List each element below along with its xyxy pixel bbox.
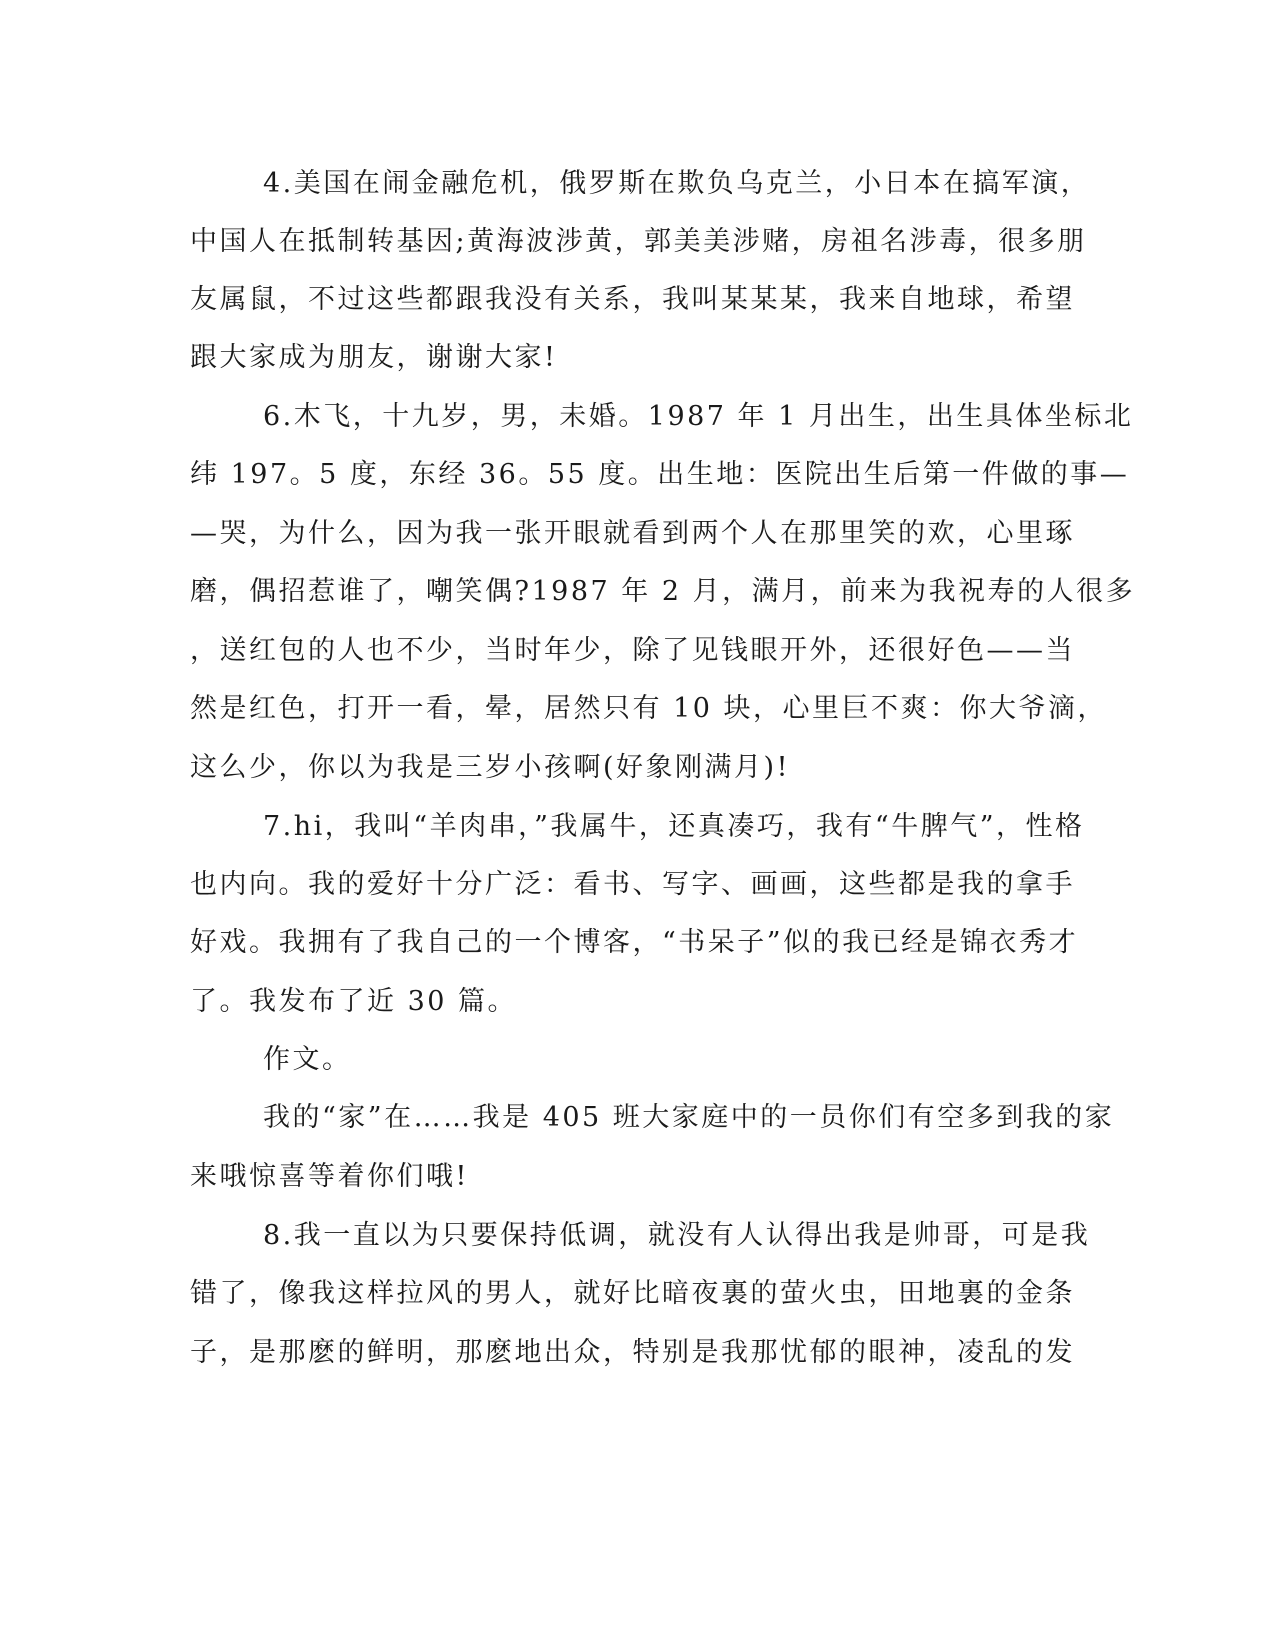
paragraph-8-line-2: 错了，像我这样拉风的男人，就好比暗夜裏的萤火虫，田地裏的金条 [190,1278,1075,1309]
paragraph-4-line-1: 4.美国在闹金融危机，俄罗斯在欺负乌克兰，小日本在搞军演， [263,168,1091,199]
paragraph-7-line-3: 好戏。我拥有了我自己的一个博客，“书呆子”似的我已经是锦衣秀才 [190,927,1079,958]
paragraph-8-line-3: 子，是那麽的鲜明，那麽地出众，特别是我那忧郁的眼神，凌乱的发 [190,1337,1075,1368]
paragraph-home-line-2: 来哦惊喜等着你们哦! [190,1161,469,1192]
paragraph-7-line-1: 7.hi，我叫“羊肉串，”我属牛，还真凑巧，我有“牛脾气”，性格 [263,811,1085,842]
paragraph-6-line-5: ，送红包的人也不少，当时年少，除了见钱眼开外，还很好色——当 [190,635,1075,666]
paragraph-6-line-7: 这么少，你以为我是三岁小孩啊(好象刚满月)! [190,752,790,783]
paragraph-6-line-2: 纬 197。5 度，东经 36。55 度。出生地：医院出生后第一件做的事— [190,459,1130,490]
paragraph-home-line-1: 我的“家”在……我是 405 班大家庭中的一员你们有空多到我的家 [263,1102,1115,1133]
paragraph-6-line-6: 然是红色，打开一看，晕，居然只有 10 块，心里巨不爽：你大爷滴， [190,693,1108,724]
paragraph-6-line-4: 磨，偶招惹谁了，嘲笑偶?1987 年 2 月，满月，前来为我祝寿的人很多 [190,576,1136,607]
paragraph-6-line-3: —哭，为什么，因为我一张开眼就看到两个人在那里笑的欢，心里琢 [190,518,1075,549]
paragraph-4-line-2: 中国人在抵制转基因;黄海波涉黄，郭美美涉赌，房祖名涉毒，很多朋 [190,226,1087,257]
paragraph-8-line-1: 8.我一直以为只要保持低调，就没有人认得出我是帅哥，可是我 [263,1220,1091,1251]
paragraph-4-line-3: 友属鼠，不过这些都跟我没有关系，我叫某某某，我来自地球，希望 [190,284,1075,315]
paragraph-7-line-4: 了。我发布了近 30 篇。 [190,986,518,1017]
paragraph-zuowen: 作文。 [263,1044,352,1075]
paragraph-7-line-2: 也内向。我的爱好十分广泛：看书、写字、画画，这些都是我的拿手 [190,869,1075,900]
paragraph-4-line-4: 跟大家成为朋友，谢谢大家! [190,342,558,373]
paragraph-6-line-1: 6.木飞，十九岁，男，未婚。1987 年 1 月出生，出生具体坐标北 [263,401,1134,432]
